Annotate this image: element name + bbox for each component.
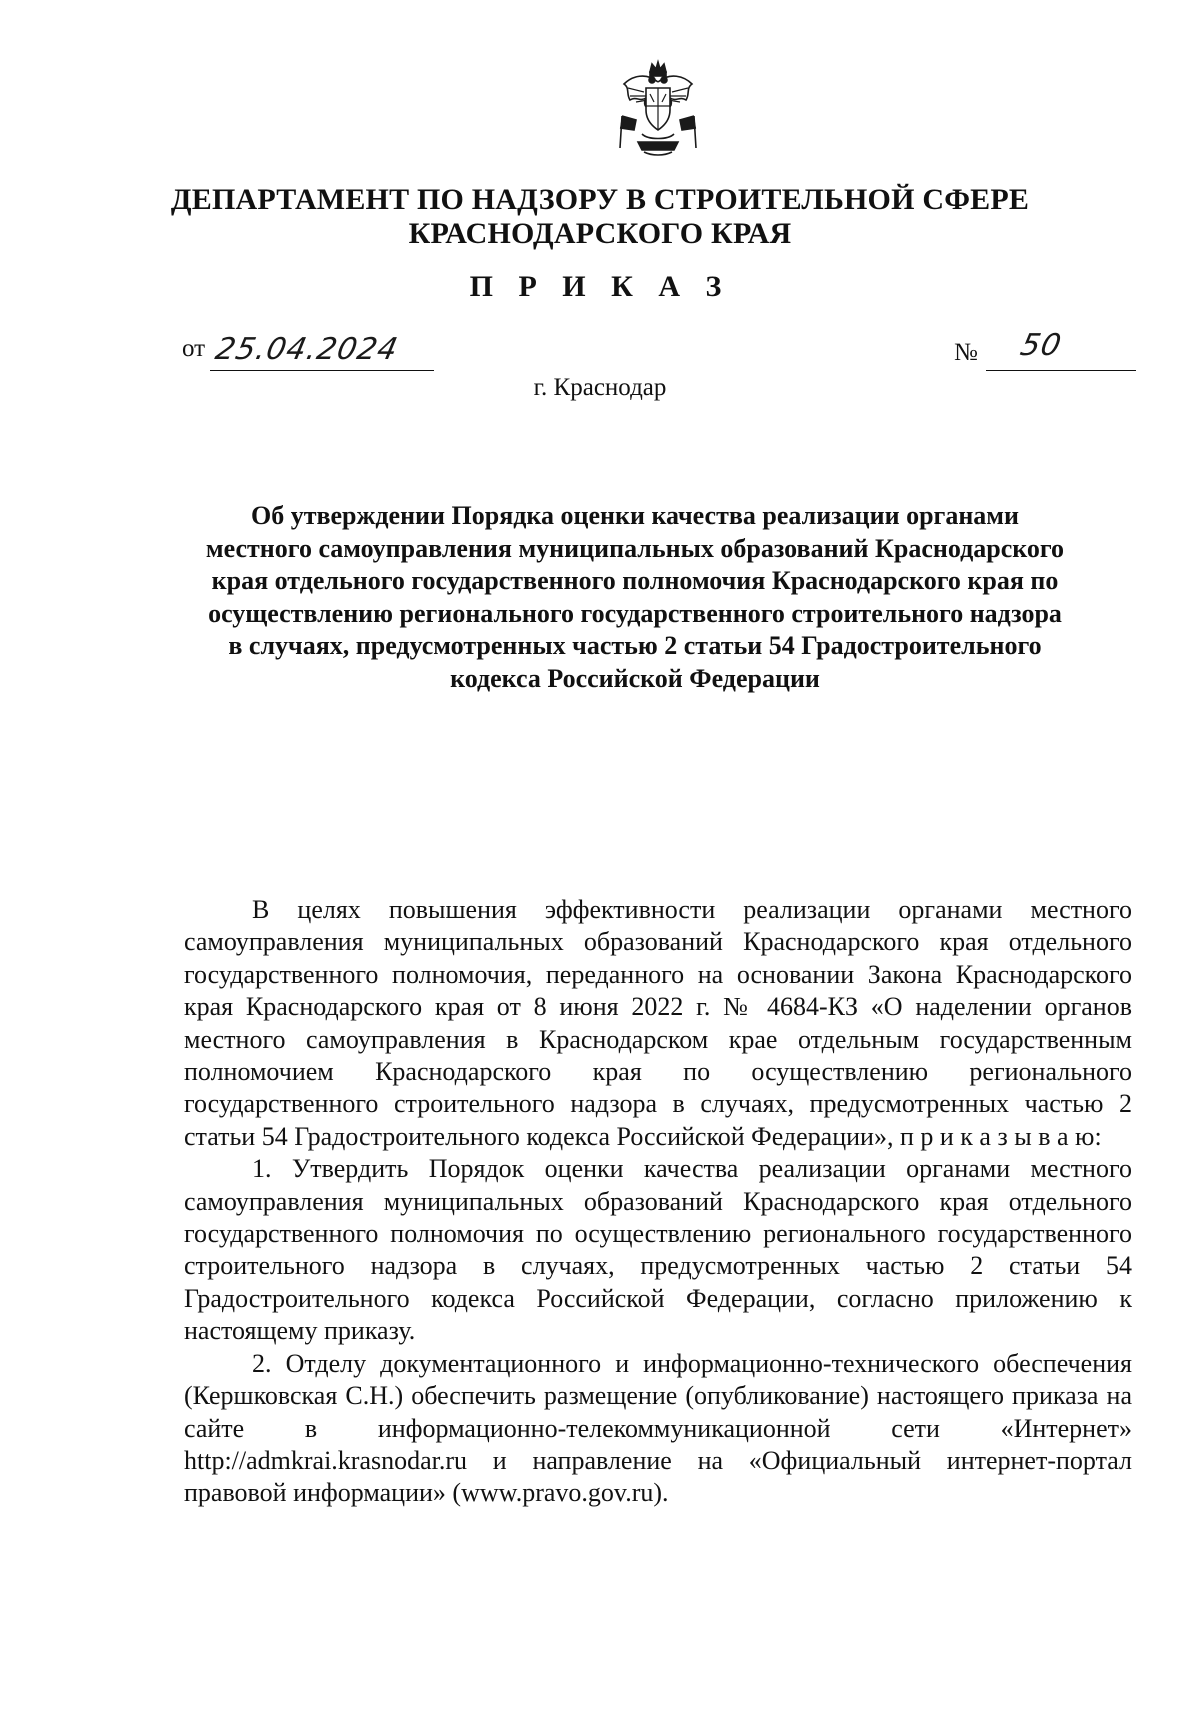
number-label: № <box>954 339 978 366</box>
coat-of-arms-icon <box>616 58 700 158</box>
order-subject-title: Об утверждении Порядка оценки качества реализации органами местного самоуправления муниципальных образований Краснодарского края отдельного государственного полномочия Краснодарского края по осуществлению регионального государственного строительного надзора в случаях, предусмотренных частью 2 статьи 54 Градостроительного кодекса Российской Федерации <box>205 501 1065 693</box>
body-paragraph-preamble: В целях повышения эффективности реализации органами местного самоуправления муниципальных образований Краснодарского края отдельного государственного полномочия, переданного на основании Закона Краснодарского края Краснодарского края от 8 июня 2022 г. № 4684-КЗ «О наделении органов местного самоуправления в Краснодарском крае отдельным государственным полномочием Краснодарского края по осуществлению регионального государственного строительного надзора в случаях, предусмотренных частью 2 статьи 54 Градостроительного кодекса Российской Федерации», п р и к а з ы в а ю: <box>184 895 1132 1151</box>
document-type-title: П Р И К А З <box>469 270 731 303</box>
handwritten-date: 25.04.2024 <box>212 332 402 367</box>
date-underline <box>210 370 434 371</box>
department-name-line1: ДЕПАРТАМЕНТ ПО НАДЗОРУ В СТРОИТЕЛЬНОЙ СФЕРЕ <box>170 183 1030 216</box>
handwritten-number: 50 <box>1017 328 1065 363</box>
department-name-line2: КРАСНОДАРСКОГО КРАЯ <box>408 217 792 250</box>
date-prefix: от <box>182 335 206 362</box>
body-paragraph-item-2: 2. Отделу документационного и информационно-технического обеспечения (Кершковская С.Н.) обеспечить размещение (опубликование) настоящего приказа на сайте в информационно-телекоммуникационной сети «Интернет» http://admkrai.krasnodar.ru и направление на «Официальный интернет-портал правовой информации» (www.pravo.gov.ru). <box>184 1348 1132 1508</box>
body-paragraph-item-1: 1. Утвердить Порядок оценки качества реализации органами местного самоуправления муниципальных образований Краснодарского края отдельного государственного полномочия по осуществлению регионального государственного строительного надзора в случаях, предусмотренных частью 2 статьи 54 Градостроительного кодекса Российской Федерации, согласно приложению к настоящему приказу. <box>184 1154 1132 1346</box>
city-name: г. Краснодар <box>533 374 667 401</box>
order-body <box>184 894 1132 1510</box>
number-underline <box>986 370 1136 371</box>
